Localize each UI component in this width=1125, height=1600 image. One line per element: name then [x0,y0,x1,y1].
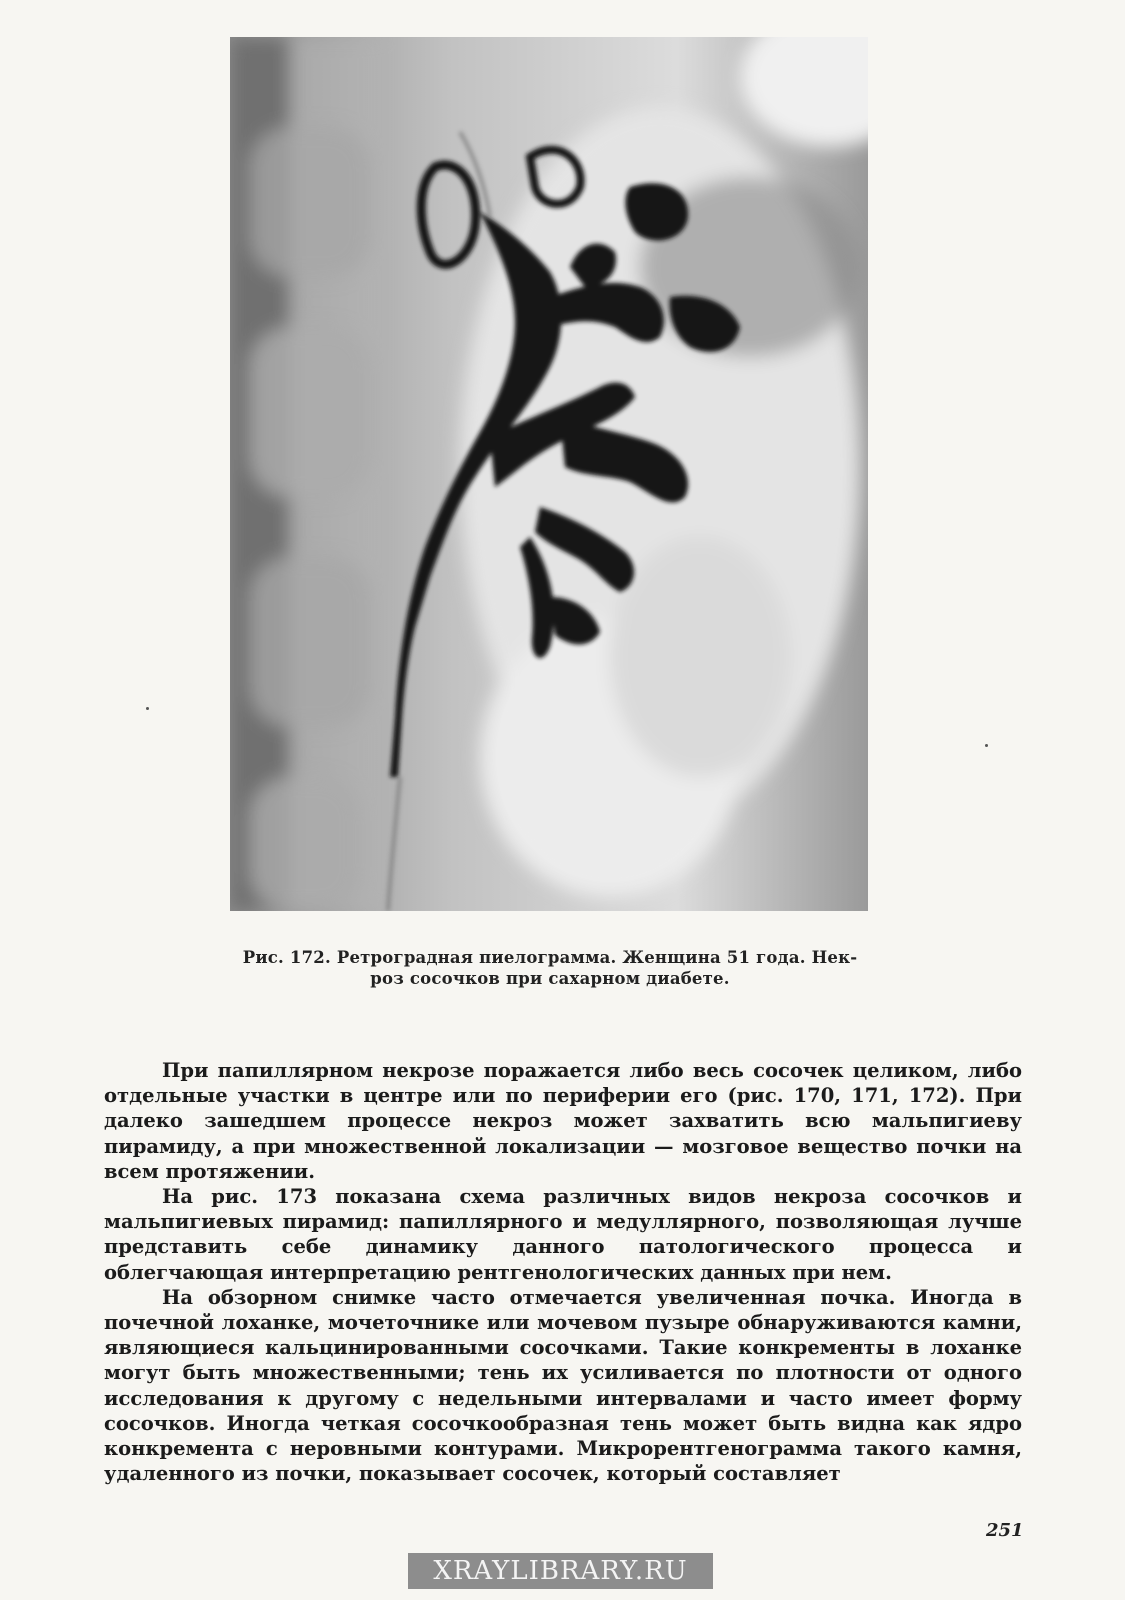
page-number: 251 [986,1520,1024,1541]
pyelogram-image [230,37,868,911]
paragraph-3: На обзорном снимке часто отмечается увеличенная почка. Иногда в почечной лоханке, мочеточнике или мочевом пузыре обнаруживаются камни, являющиеся кальцинированными сосочками. Такие конкременты в лоханке могут быть множественными; тень их усиливается по плотности от одного исследования к другому с недельными интервалами и часто имеет форму сосочков. Иногда четкая сосочкообразная тень может быть видна как ядро конкремента с неровными контурами. Микрорентгенограмма такого камня, удаленного из почки, показывает сосочек, который составляет [104,1285,1022,1486]
body-text [104,1058,1022,1486]
paragraph-2: На рис. 173 показана схема различных видов некроза сосочков и мальпигиевых пирамид: папиллярного и медуллярного, позволяющая лучше представить себе динамику данного патологического процесса и облегчающая интерпретацию рентгенологических данных при нем. [104,1185,1022,1284]
caption-line-1: Рис. 172. Ретроградная пиелограмма. Женщина 51 года. Нек- [242,948,858,967]
watermark-banner: XRAYLIBRARY.RU [408,1553,713,1589]
paragraph-1: При папиллярном некрозе поражается либо весь сосочек целиком, либо отдельные участки в центре или по периферии его (рис. 170, 171, 172). При далеко зашедшем процессе некроз может захватить всю мальпигиеву пирамиду, а при множественной локализации — мозговое вещество почки на всем протяжении. [104,1059,1022,1183]
caption-line-2: роз сосочков при сахарном диабете. [370,969,730,988]
scan-speck [985,744,988,747]
scan-speck [146,707,149,710]
figure-caption [200,947,900,989]
